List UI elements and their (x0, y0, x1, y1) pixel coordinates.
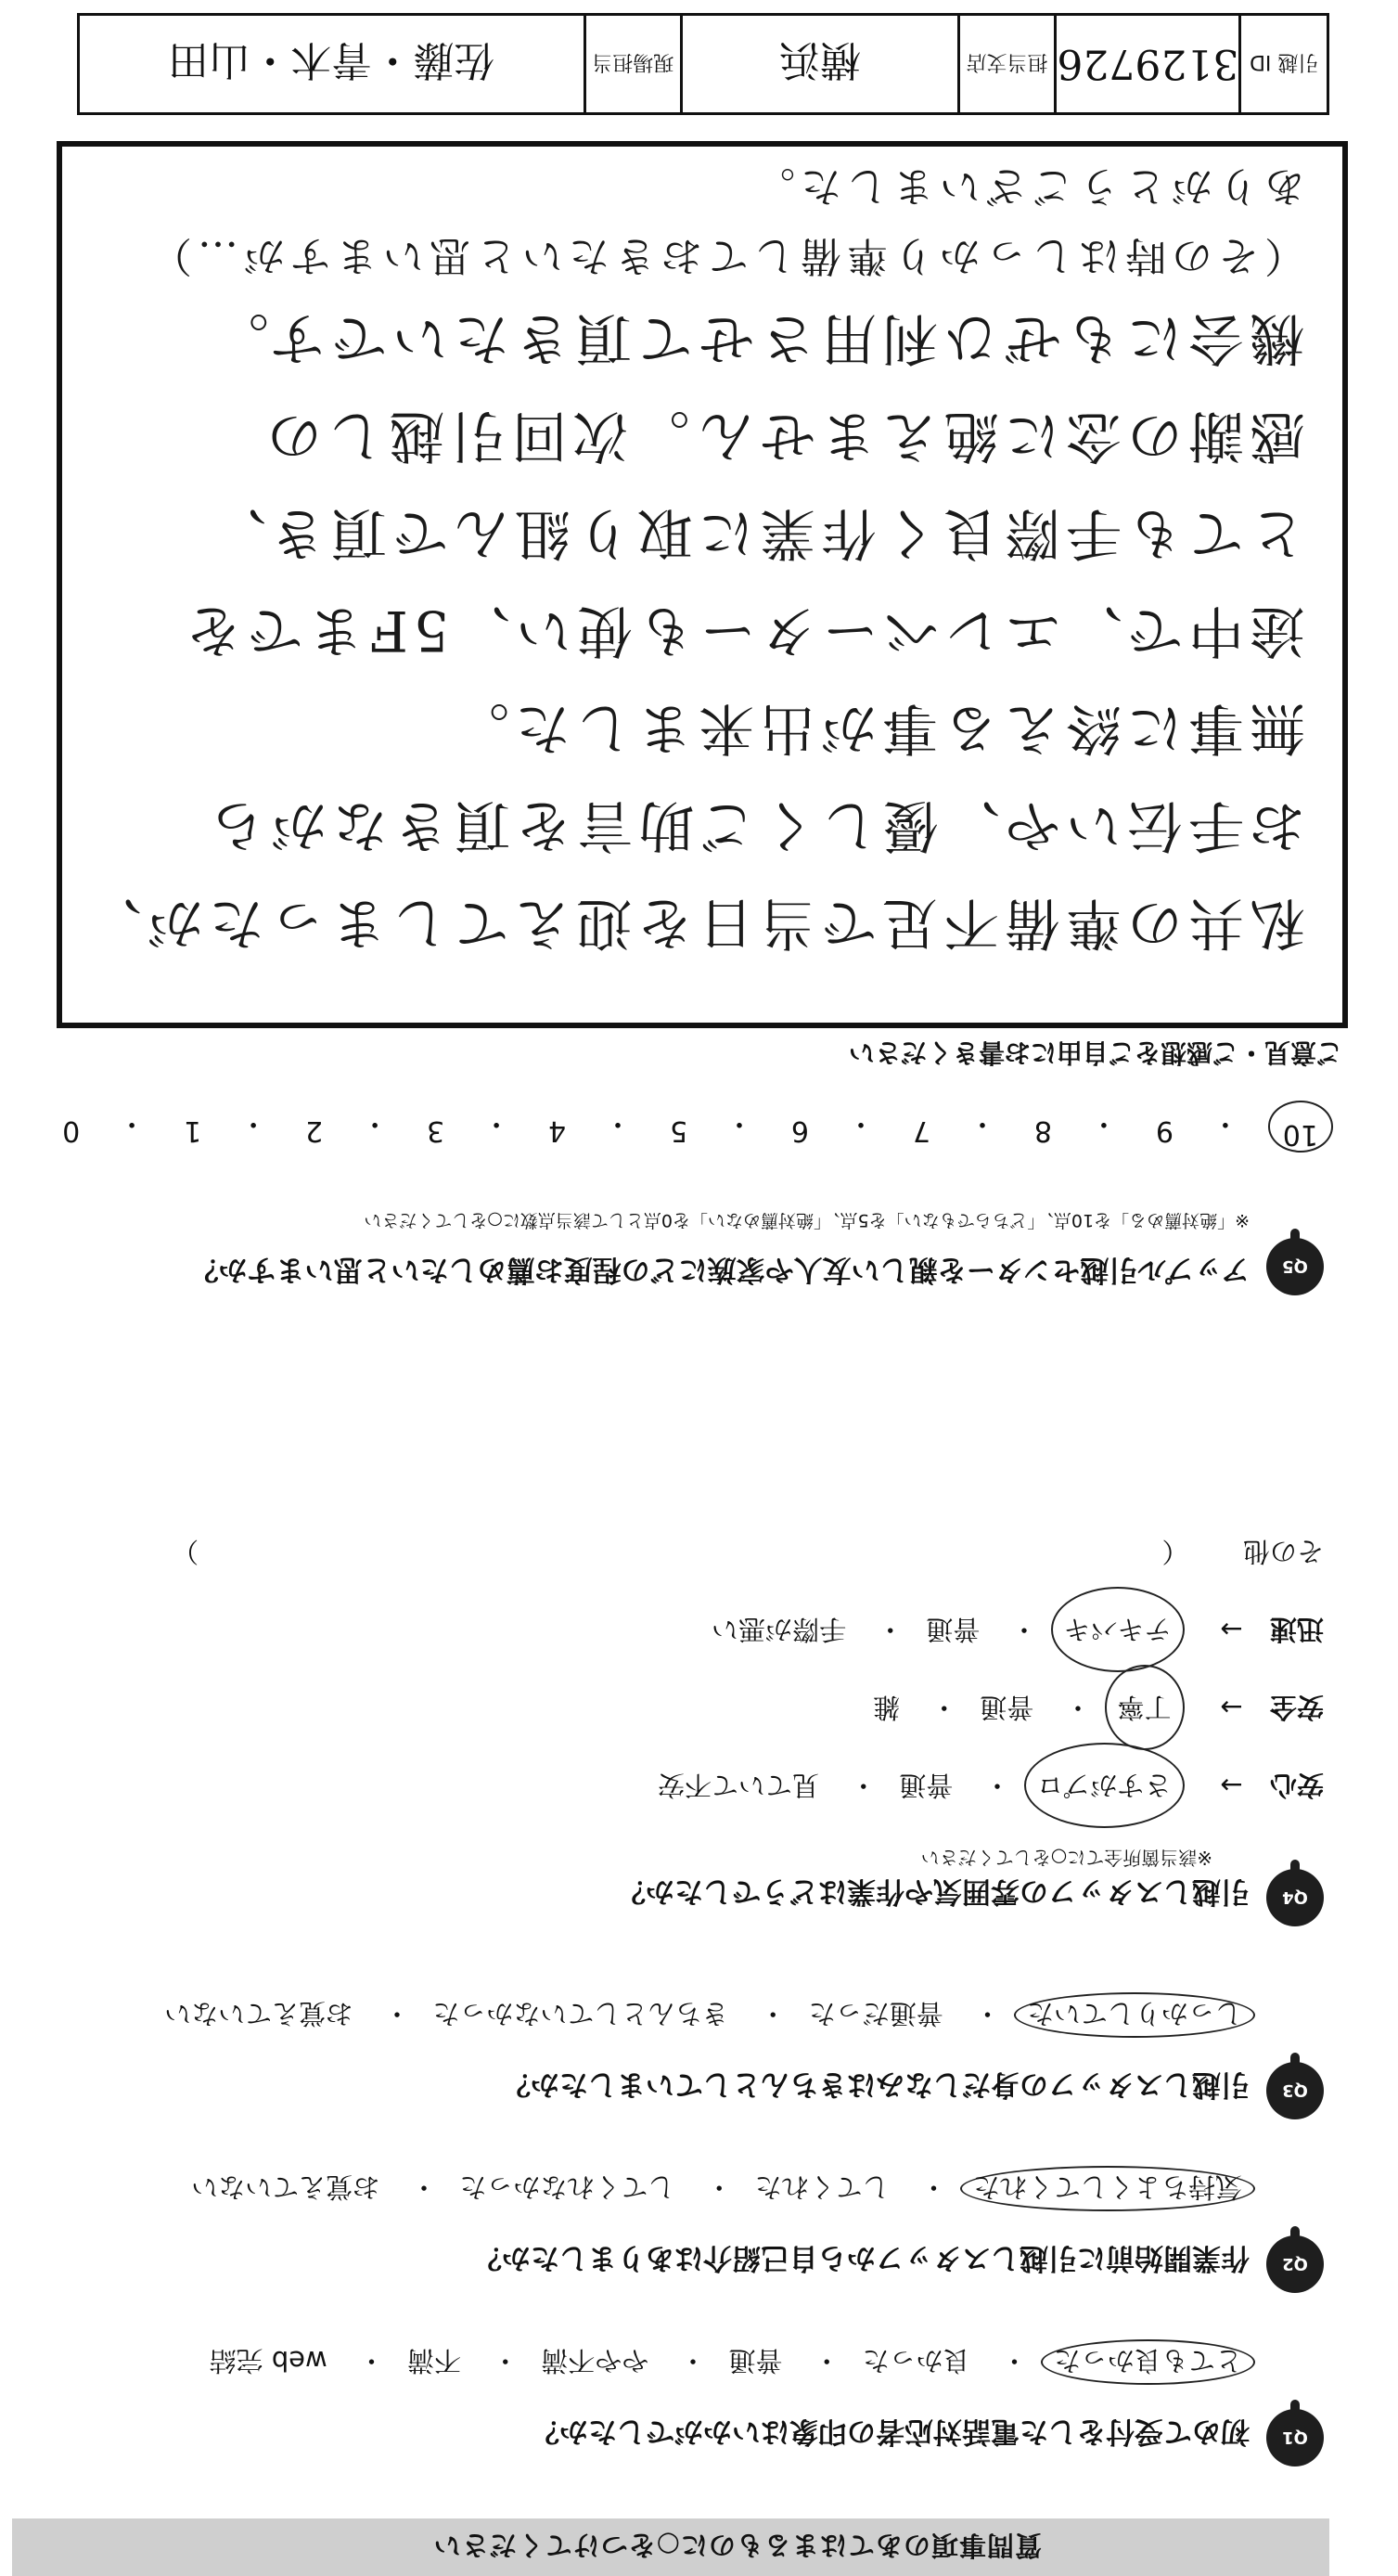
q5-score[interactable]: 1 (184, 1114, 202, 1147)
q5-score[interactable]: 2 (305, 1114, 324, 1147)
q1-option[interactable]: 良かった (862, 2345, 970, 2376)
id-value: 3129726 (1054, 16, 1238, 112)
q5-score[interactable]: 5 (669, 1114, 688, 1147)
q4-option[interactable]: 丁寧 (1105, 1665, 1185, 1750)
q5-badge: Q5 (1266, 1238, 1324, 1295)
handwritten-line: 私共の準備不足で当日を迎えてしまったが、 (81, 890, 1305, 955)
free-comment-title: ご意見・ご感想をご自由にお書きください (848, 1037, 1342, 1068)
handwritten-line: 途中で、エレベーターも使い、5Fまでを (180, 598, 1305, 663)
q2-option[interactable]: してくれた (754, 2171, 890, 2203)
q1-option[interactable]: 不満 (406, 2345, 461, 2376)
q4-text: 引越しスタッフの雰囲気や作業はどうでしたか？ (617, 1874, 1250, 1908)
q4-option[interactable]: さすがプロ (1024, 1743, 1185, 1828)
q2-badge: Q2 (1266, 2235, 1324, 2293)
branch-label: 担当支店 (957, 16, 1055, 112)
handwritten-line: 感謝の念に絶えません。次回引越しの (261, 403, 1305, 468)
question-2 (25, 2154, 1324, 2293)
q5-score[interactable]: 4 (548, 1114, 567, 1147)
q1-options: とても良かった・ 良かった・ 普通・ やや不満・ 不満・ web 完結 (206, 2343, 1250, 2381)
q5-score[interactable]: 9 (1155, 1114, 1174, 1147)
q4-note: ※該当箇所全てに○をしてください (920, 1847, 1212, 1869)
q4-rows (172, 1513, 1324, 1824)
q2-text: 作業開始前に引越しスタッフから自己紹介はありましたか？ (473, 2241, 1250, 2274)
q2-option[interactable]: お覚えていない (191, 2171, 380, 2203)
q1-option[interactable]: 普通 (728, 2345, 783, 2376)
q4-other-close: ） (172, 1536, 199, 1567)
handwritten-line: （その時はしっかり準備しておきたいと思いますが…） (146, 232, 1305, 279)
question-3 (25, 1980, 1324, 2119)
q4-option[interactable]: 手際が悪い (712, 1614, 847, 1645)
branch-value: 横浜 (680, 16, 957, 112)
leader-label: 現場担当 (584, 16, 681, 112)
q1-option[interactable]: やや不満 (541, 2345, 649, 2376)
id-label: 引越 ID (1238, 16, 1327, 112)
arrow-right-icon: → (1220, 1770, 1243, 1801)
q4-option[interactable]: テキパキ (1051, 1587, 1185, 1672)
q4-row-anzen: 安全 → 丁寧・ 普通・ 雑 (172, 1668, 1324, 1746)
q4-option[interactable]: 見ていて不安 (658, 1770, 820, 1801)
q2-option[interactable]: してくれなかった (459, 2171, 675, 2203)
q4-badge: Q4 (1266, 1869, 1324, 1926)
q5-score[interactable]: 7 (912, 1114, 930, 1147)
q3-text: 引越しスタッフの身だしなみはきちんとしていましたか？ (502, 2067, 1250, 2101)
q4-other-open: （ (1161, 1536, 1189, 1567)
question-5 (25, 1166, 1324, 1295)
q3-options: しっかりしていた・ 普通だった・ きちんとしていなかった・ お覚えていない (160, 1996, 1250, 2034)
staff-table (77, 13, 1329, 115)
arrow-right-icon: → (1220, 1614, 1243, 1645)
q2-options: 気持ちよくしてくれた・ してくれた・ してくれなかった・ お覚えていない (187, 2170, 1250, 2208)
q4-option[interactable]: 普通 (980, 1692, 1034, 1723)
leader-value: 佐藤・青木・山田 (168, 36, 495, 84)
q4-other-label: その他 (1242, 1536, 1324, 1567)
question-4 (25, 1462, 1324, 1926)
q5-text: アップル引越センターを親しい友人や家族にどの程度お薦めしたいと思いますか？ (189, 1253, 1250, 1286)
arrow-right-icon: → (1220, 1692, 1243, 1723)
q2-option[interactable]: 気持ちよくしてくれた (960, 2166, 1255, 2211)
instruction-text: 質問事項のあてはまるものに○をつけてください (432, 2530, 1042, 2562)
q1-text: 初めて受付をした電話対応者の印象はいかがでしたか？ (531, 2415, 1250, 2448)
instruction-bar (12, 2518, 1329, 2576)
q3-badge: Q3 (1266, 2062, 1324, 2119)
q4-row-label: 迅速 (1269, 1614, 1324, 1645)
q4-option[interactable]: 雑 (873, 1692, 901, 1723)
q5-note: ※「絶対薦める」を10点、「どちらでもない」を5点、「絶対薦めない」を0点として該当点数に○をしてください (364, 1210, 1250, 1230)
q1-option[interactable]: とても良かった (1041, 2339, 1255, 2385)
q4-option[interactable]: 普通 (899, 1770, 954, 1801)
handwritten-line: とても手際良く作業に取り組んで頂き、 (205, 500, 1305, 565)
handwritten-line: 無事に終える事が出来ました。 (448, 695, 1305, 760)
q5-score[interactable]: 10 (1268, 1101, 1333, 1153)
q4-row-jinsoku: 迅速 → テキパキ・ 普通・ 手際が悪い (172, 1591, 1324, 1668)
free-comment-box[interactable] (57, 141, 1348, 1028)
q3-option[interactable]: 普通だった (808, 1998, 943, 2029)
q3-option[interactable]: お覚えていない (164, 1998, 353, 2029)
q4-other-row (172, 1513, 1324, 1591)
q5-score[interactable]: 6 (790, 1114, 810, 1147)
q1-badge: Q1 (1266, 2409, 1324, 2467)
handwritten-line: 機会にもぜひ利用させて頂きたいです。 (207, 305, 1305, 370)
q5-score[interactable]: 3 (427, 1114, 445, 1147)
q4-row-label: 安心 (1269, 1770, 1324, 1801)
q5-scale: 10 ・ 9 ・ 8 ・ 7 ・ 6 ・ 5 ・ 4 ・ 3 ・ 2 ・ 1 ・ 0 (62, 1106, 1324, 1147)
q1-option[interactable]: web 完結 (209, 2345, 327, 2376)
q3-option[interactable]: しっかりしていた (1014, 1992, 1255, 2038)
question-1 (25, 2327, 1324, 2467)
q4-row-anshin: 安心 → さすがプロ・ 普通・ 見ていて不安 (172, 1746, 1324, 1824)
handwritten-line: お手伝いや、優しくご助言を頂きながら (204, 792, 1305, 857)
q5-score[interactable]: 8 (1033, 1114, 1052, 1147)
q5-score[interactable]: 0 (62, 1114, 81, 1147)
handwritten-line: ありがとうございました。 (749, 162, 1305, 210)
q4-row-label: 安全 (1269, 1692, 1324, 1723)
q4-option[interactable]: 普通 (926, 1614, 981, 1645)
q3-option[interactable]: きちんとしていなかった (432, 1998, 729, 2029)
